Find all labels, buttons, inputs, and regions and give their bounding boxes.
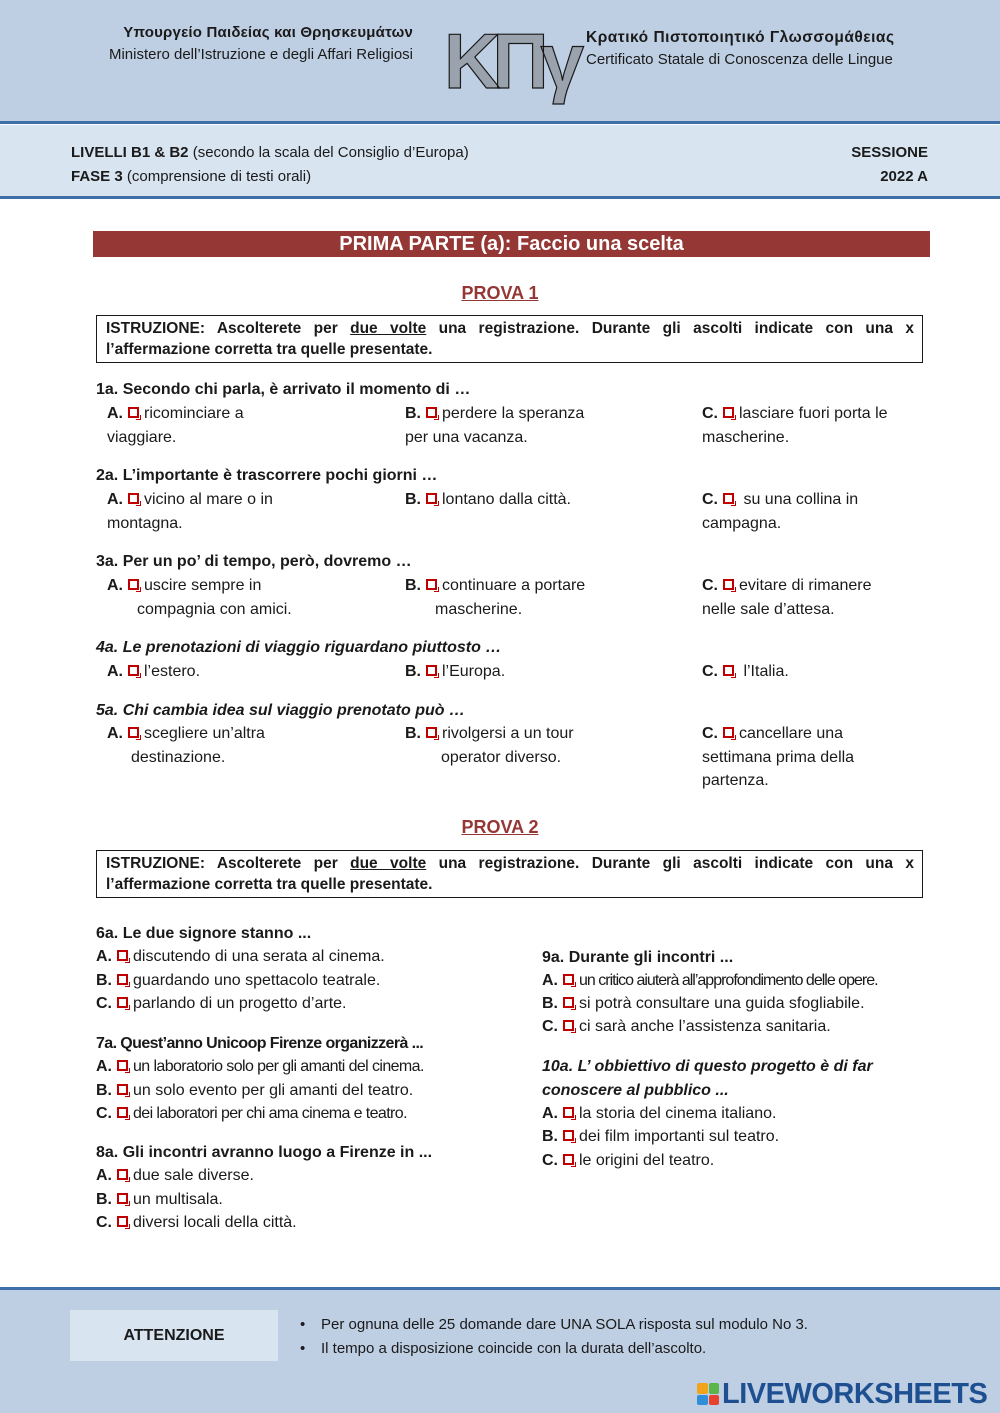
checkbox-icon[interactable] bbox=[117, 1169, 128, 1180]
liveworksheets-brand[interactable] bbox=[697, 1379, 987, 1409]
certificate-block bbox=[586, 29, 946, 68]
question-4a: 4a. Le prenotazioni di viaggio riguardano piuttosto … bbox=[96, 639, 502, 656]
option-10a-a[interactable]: A. la storia del cinema italiano. bbox=[542, 1105, 777, 1122]
question-1a: 1a. Secondo chi parla, è arrivato il momento di … bbox=[96, 381, 471, 398]
checkbox-icon[interactable] bbox=[723, 665, 734, 676]
checkbox-icon[interactable] bbox=[723, 493, 734, 504]
checkbox-icon[interactable] bbox=[426, 727, 437, 738]
option-4a-c[interactable]: C. l’Italia. bbox=[702, 663, 789, 680]
question-7a: 7a. Quest’anno Unicoop Firenze organizzerà ... bbox=[96, 1035, 424, 1052]
option-10a-b[interactable]: B. dei film importanti sul teatro. bbox=[542, 1128, 780, 1145]
option-7a-b[interactable]: B. un solo evento per gli amanti del teatro. bbox=[96, 1082, 414, 1099]
info-divider bbox=[0, 196, 1000, 199]
option-2a-a[interactable]: A. vicino al mare o in montagna. bbox=[107, 491, 273, 532]
option-5a-b[interactable]: B. rivolgersi a un tour operator diverso. bbox=[405, 725, 574, 766]
option-7a-c[interactable]: C. dei laboratori per chi ama cinema e teatro. bbox=[96, 1105, 407, 1122]
checkbox-icon[interactable] bbox=[723, 579, 734, 590]
liveworksheets-logo-icon bbox=[697, 1383, 719, 1405]
option-3a-a[interactable]: A. uscire sempre in compagnia con amici. bbox=[107, 577, 292, 618]
checkbox-icon[interactable] bbox=[117, 1193, 128, 1204]
certificate-italian: Certificato Statale di Conoscenza delle Lingue bbox=[586, 51, 893, 68]
ministry-block bbox=[40, 24, 413, 63]
session-value: 2022 A bbox=[880, 168, 928, 185]
option-8a-c[interactable]: C. diversi locali della città. bbox=[96, 1214, 297, 1231]
checkbox-icon[interactable] bbox=[723, 727, 734, 738]
checkbox-icon[interactable] bbox=[128, 493, 139, 504]
checkbox-icon[interactable] bbox=[117, 1084, 128, 1095]
option-3a-b[interactable]: B. continuare a portare mascherine. bbox=[405, 577, 586, 618]
question-5a: 5a. Chi cambia idea sul viaggio prenotato può … bbox=[96, 702, 465, 719]
header-divider bbox=[0, 121, 1000, 124]
question-8a: 8a. Gli incontri avranno luogo a Firenze in ... bbox=[96, 1144, 433, 1161]
option-6a-b[interactable]: B. guardando uno spettacolo teatrale. bbox=[96, 972, 381, 989]
session-info bbox=[851, 141, 928, 189]
option-9a-a[interactable]: A. un critico aiuterà all’approfondimento delle opere. bbox=[542, 972, 878, 989]
attention-label: ATTENZIONE bbox=[70, 1310, 278, 1361]
part-title: PRIMA PARTE (a): Faccio una scelta bbox=[93, 231, 930, 257]
option-4a-a[interactable]: A. l’estero. bbox=[107, 663, 201, 680]
option-2a-b[interactable]: B. lontano dalla città. bbox=[405, 491, 571, 508]
checkbox-icon[interactable] bbox=[117, 1216, 128, 1227]
checkbox-icon[interactable] bbox=[117, 974, 128, 985]
prova-1-instructions: ISTRUZIONE: Ascolterete per due volte una registrazione. Durante gli ascolti indicate con una x l’affermazione corretta tra quelle presentate. bbox=[96, 315, 923, 363]
ministry-greek: Υπουργείο Παιδείας και Θρησκευμάτων bbox=[123, 24, 413, 41]
question-9a: 9a. Durante gli incontri ... bbox=[542, 949, 734, 966]
option-5a-c[interactable]: C. cancellare una settimana prima della partenza. bbox=[702, 725, 855, 789]
checkbox-icon[interactable] bbox=[426, 665, 437, 676]
checkbox-icon[interactable] bbox=[563, 1107, 574, 1118]
checkbox-icon[interactable] bbox=[563, 974, 574, 985]
certificate-greek: Κρατικό Πιστοποιητικό Γλωσσομάθειας bbox=[586, 29, 895, 46]
checkbox-icon[interactable] bbox=[563, 1020, 574, 1031]
option-9a-c[interactable]: C. ci sarà anche l’assistenza sanitaria. bbox=[542, 1018, 831, 1035]
checkbox-icon[interactable] bbox=[563, 1154, 574, 1165]
option-9a-b[interactable]: B. si potrà consultare una guida sfogliabile. bbox=[542, 995, 865, 1012]
option-8a-a[interactable]: A. due sale diverse. bbox=[96, 1167, 254, 1184]
question-10a: 10a. L’ obbiettivo di questo progetto è di far conoscere al pubblico ... bbox=[542, 1058, 873, 1099]
option-6a-a[interactable]: A. discutendo di una serata al cinema. bbox=[96, 948, 385, 965]
info-band bbox=[0, 125, 1000, 196]
option-1a-b[interactable]: B. perdere la speranza per una vacanza. bbox=[405, 405, 585, 446]
checkbox-icon[interactable] bbox=[117, 950, 128, 961]
checkbox-icon[interactable] bbox=[723, 407, 734, 418]
checkbox-icon[interactable] bbox=[563, 1130, 574, 1141]
option-6a-c[interactable]: C. parlando di un progetto d’arte. bbox=[96, 995, 347, 1012]
option-7a-a[interactable]: A. un laboratorio solo per gli amanti del cinema. bbox=[96, 1058, 424, 1075]
liveworksheets-wordmark: LIVEWORKSHEETS bbox=[722, 1377, 988, 1410]
prova-2-instructions: ISTRUZIONE: Ascolterete per due volte una registrazione. Durante gli ascolti indicate con una x l’affermazione corretta tra quelle presentate. bbox=[96, 850, 923, 898]
checkbox-icon[interactable] bbox=[117, 1107, 128, 1118]
question-2a: 2a. L’importante è trascorrere pochi giorni … bbox=[96, 467, 438, 484]
option-3a-c[interactable]: C. evitare di rimanere nelle sale d’attesa. bbox=[702, 577, 872, 618]
checkbox-icon[interactable] bbox=[426, 579, 437, 590]
prova-1-title: PROVA 1 bbox=[461, 283, 539, 303]
checkbox-icon[interactable] bbox=[128, 665, 139, 676]
checkbox-icon[interactable] bbox=[128, 407, 139, 418]
option-1a-a[interactable]: A. ricominciare a viaggiare. bbox=[107, 405, 244, 446]
question-6a: 6a. Le due signore stanno ... bbox=[96, 925, 312, 942]
question-3a: 3a. Per un po’ di tempo, però, dovremo … bbox=[96, 553, 412, 570]
option-5a-a[interactable]: A. scegliere un’altra destinazione. bbox=[107, 725, 265, 766]
checkbox-icon[interactable] bbox=[117, 997, 128, 1008]
note-item: • Il tempo a disposizione coincide con la durata dell’ascolto. bbox=[300, 1337, 808, 1361]
checkbox-icon[interactable] bbox=[117, 1060, 128, 1071]
checkbox-icon[interactable] bbox=[563, 997, 574, 1008]
session-label: SESSIONE bbox=[851, 144, 928, 161]
option-4a-b[interactable]: B. l’Europa. bbox=[405, 663, 506, 680]
kpg-logo-text: ΚΠγ bbox=[444, 18, 577, 105]
kpg-logo bbox=[440, 18, 585, 123]
ministry-italian: Ministero dell’Istruzione e degli Affari Religiosi bbox=[108, 46, 413, 63]
option-10a-c[interactable]: C. le origini del teatro. bbox=[542, 1152, 715, 1169]
checkbox-icon[interactable] bbox=[426, 493, 437, 504]
option-1a-c[interactable]: C. lasciare fuori porta le mascherine. bbox=[702, 405, 888, 446]
option-8a-b[interactable]: B. un multisala. bbox=[96, 1191, 223, 1208]
checkbox-icon[interactable] bbox=[128, 579, 139, 590]
option-2a-c[interactable]: C. su una collina in campagna. bbox=[702, 491, 859, 532]
checkbox-icon[interactable] bbox=[128, 727, 139, 738]
note-item: • Per ognuna delle 25 domande dare UNA SOLA risposta sul modulo No 3. bbox=[300, 1313, 808, 1337]
levels-info: LIVELLI B1 & B2 (secondo la scala del Consiglio d’Europa) FASE 3 (comprensione di testi orali) bbox=[71, 144, 469, 185]
prova-2-title: PROVA 2 bbox=[461, 817, 539, 837]
attention-notes bbox=[300, 1313, 808, 1361]
checkbox-icon[interactable] bbox=[426, 407, 437, 418]
